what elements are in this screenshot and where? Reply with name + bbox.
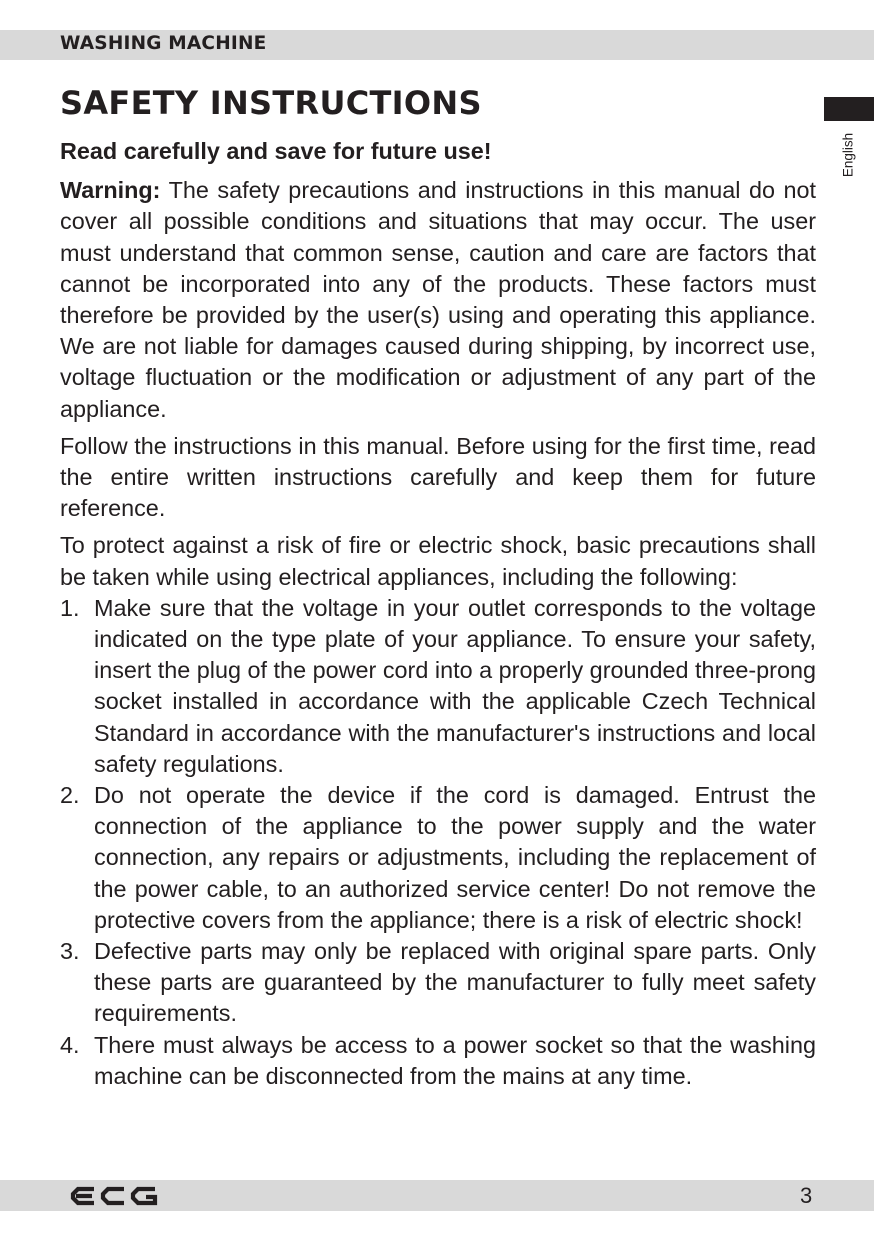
list-item-text: There must always be access to a power socket so that the washing machine can be disconnected from the mains at any time. [94,1031,816,1089]
list-item-number: 4. [60,1031,80,1058]
page-title: SAFETY INSTRUCTIONS [60,84,482,122]
page-number: 3 [800,1183,813,1208]
list-item [60,1030,816,1092]
list-item-number: 1. [60,594,80,621]
list-item [60,780,816,936]
list-item-text: Make sure that the voltage in your outlet corresponds to the voltage indicated on the type plate of your appliance. To ensure your safety, insert the plug of the power cord into a properly grounded three-prong socket installed in accordance with the applicable Czech Technical Standard in accordance with the manufacturer's instructions and local safety regulations. [94,594,816,777]
precautions-intro: To protect against a risk of fire or electric shock, basic precautions shall be taken while using electrical appliances, including the following: [60,532,816,590]
safety-list [60,593,816,1092]
list-item-text: Do not operate the device if the cord is damaged. Entrust the connection of the appliance to the power supply and the water connection, any repairs or adjustments, including the replacement of the power cable, to an authorized service center! Do not remove the protective covers from the appliance; there is a risk of electric shock! [94,782,816,933]
list-item-number: 3. [60,938,80,965]
warning-text: The safety precautions and instructions in this manual do not cover all possible conditions and situations that may occur. The user must understand that common sense, caution and care are factors that cannot be incorporated into any of the products. These factors must therefore be provided by the user(s) using and operating this appliance. We are not liable for damages caused during shipping, by incorrect use, voltage fluctuation or the modification or adjustment of any part of the appliance. [60,177,816,422]
list-item-number: 2. [60,782,80,809]
section-header: WASHING MACHINE [60,33,267,54]
list-item [60,593,816,780]
list-item [60,936,816,1030]
warning-paragraph [60,175,816,425]
page-subtitle: Read carefully and save for future use! [60,138,492,164]
warning-label: Warning: [60,177,161,204]
main-content [60,136,816,1092]
ecg-logo [70,1186,158,1206]
instructions-paragraph: Follow the instructions in this manual. Before using for the first time, read the entire written instructions carefully and keep them for future reference. [60,432,816,522]
language-label: English [840,132,856,178]
list-item-text: Defective parts may only be replaced with original spare parts. Only these parts are guaranteed by the manufacturer to fully meet safety requirements. [94,938,816,1027]
language-tab-marker [824,97,874,121]
